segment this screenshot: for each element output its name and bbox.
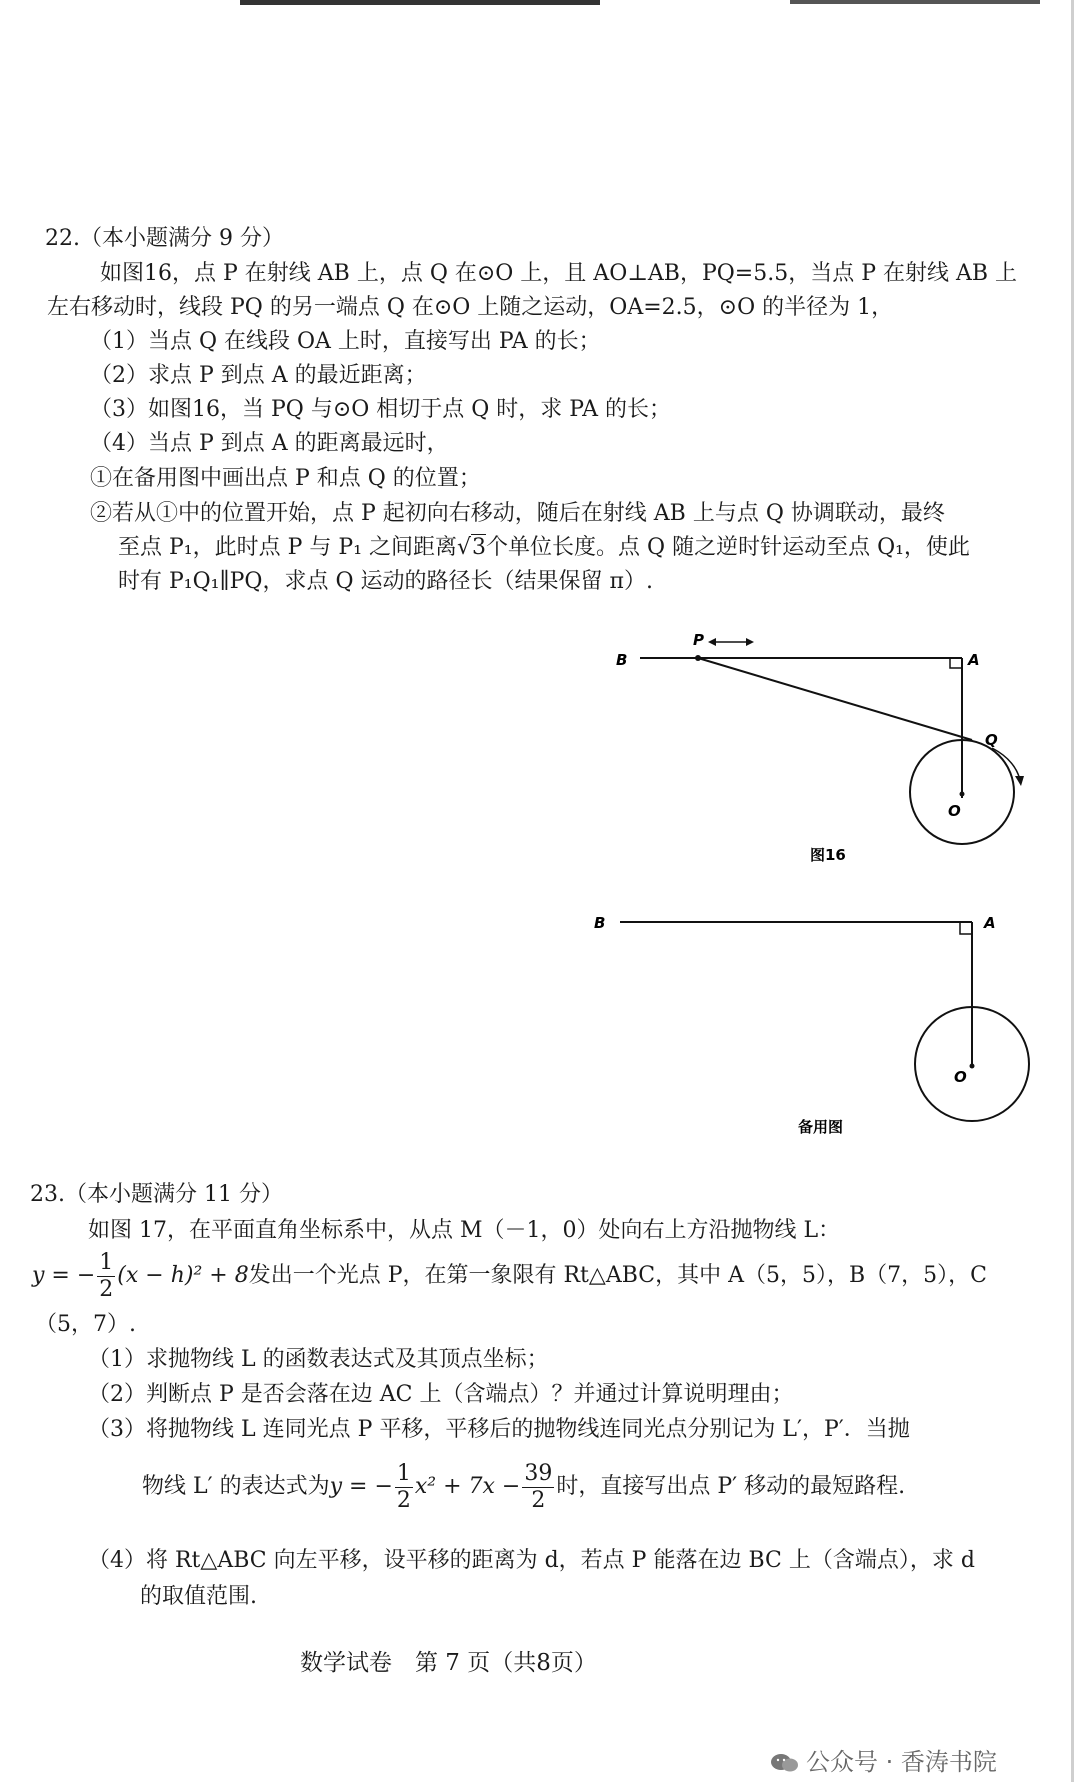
part3-text-b: 时，直接写出点 P′ 移动的最短路程.	[556, 1474, 906, 1499]
q22-part3: （3）如图16，当 PQ 与⊙O 相切于点 Q 时，求 PA 的长；	[90, 397, 671, 422]
figure-backup-caption: 备用图	[798, 1118, 844, 1136]
part3-numerator-2: 39	[524, 1460, 553, 1486]
watermark-text: 公众号 · 香涛书院	[806, 1748, 997, 1776]
figure-16	[600, 620, 1060, 870]
label-o: O	[948, 802, 961, 820]
part3-numerator-1: 1	[396, 1460, 411, 1486]
scan-mark	[240, 0, 600, 5]
figure-backup	[580, 900, 1060, 1150]
q22-sub2-text-b: 个单位长度。点 Q 随之逆时针运动至点 Q₁，使此	[486, 535, 970, 560]
page-footer: 数学试卷 第 7 页（共8页）	[300, 1650, 597, 1676]
part3-fraction-2	[522, 1461, 554, 1514]
watermark	[770, 1742, 997, 1777]
q22-intro-line1: 如图16，点 P 在射线 AB 上，点 Q 在⊙O 上，且 AO⊥AB，PQ=5.5，当点 P 在射线 AB 上	[100, 261, 1018, 286]
q22-part1: （1）当点 Q 在线段 OA 上时，直接写出 PA 的长；	[90, 329, 601, 354]
scan-edge-marks	[0, 0, 1080, 8]
q23-part1: （1）求抛物线 L 的函数表达式及其顶点坐标；	[88, 1347, 549, 1372]
right-angle-mark	[960, 922, 972, 934]
q22-sub1: ①在备用图中画出点 P 和点 Q 的位置；	[90, 466, 481, 491]
point-o-dot	[970, 1064, 975, 1069]
q22-part4: （4）当点 P 到点 A 的距离最远时，	[90, 431, 449, 456]
segment-pq	[698, 658, 972, 740]
label-b: B	[616, 651, 628, 669]
q22-sub2-line3: 时有 P₁Q₁∥PQ，求点 Q 运动的路径长（结果保留 π）.	[118, 569, 653, 594]
part3-denominator-1: 2	[396, 1487, 411, 1513]
q22-header: 22.（本小题满分 9 分）	[45, 226, 284, 251]
label-a: A	[968, 651, 980, 669]
part3-text-a: 物线 L′ 的表达式为	[142, 1474, 330, 1499]
point-p-dot	[695, 655, 701, 661]
q22-intro-line2: 左右移动时，线段 PQ 的另一端点 Q 在⊙O 上随之运动，OA=2.5，⊙O 的半径为 1，	[47, 295, 894, 320]
label-a: A	[984, 914, 996, 932]
q23-intro-line3: （5，7）.	[35, 1312, 136, 1337]
p-arrow-left-head	[708, 638, 716, 646]
eq-numerator: 1	[99, 1249, 114, 1275]
point-o-dot	[960, 792, 965, 797]
q22-sub2-text-a: 至点 P₁，此时点 P 与 P₁ 之间距离	[118, 535, 458, 560]
part3-eq-a: y = −	[329, 1474, 393, 1499]
q23-part3-line2	[142, 1452, 905, 1522]
eq-suffix: (x − h)² + 8	[117, 1263, 249, 1288]
q23-part4-line2: 的取值范围.	[140, 1584, 257, 1609]
p-arrow-right-head	[746, 638, 754, 646]
scan-mark	[790, 0, 1040, 4]
q23-intro-text: 发出一个光点 P，在第一象限有 Rt△ABC，其中 A（5，5），B（7，5），C	[248, 1263, 987, 1288]
part3-fraction-1	[395, 1461, 413, 1514]
label-o: O	[954, 1068, 967, 1086]
sqrt-sign: √	[457, 535, 472, 560]
eq-prefix: y = −	[32, 1263, 96, 1288]
q23-part2: （2）判断点 P 是否会落在边 AC 上（含端点）？并通过计算说明理由；	[88, 1382, 794, 1407]
q-rotation-arrowhead	[1015, 776, 1024, 786]
sqrt-radicand: 3	[472, 535, 487, 560]
figure-16-caption: 图16	[810, 846, 846, 864]
eq-denominator: 2	[99, 1276, 114, 1302]
q23-part3-line1: （3）将抛物线 L 连同光点 P 平移，平移后的抛物线连同光点分别记为 L′，P′．当抛	[88, 1417, 910, 1442]
part3-denominator-2: 2	[531, 1487, 546, 1513]
label-p: P	[693, 631, 704, 649]
q23-header: 23.（本小题满分 11 分）	[30, 1182, 283, 1207]
q22-sub2-line1: ②若从①中的位置开始，点 P 起初向右移动，随后在射线 AB 上与点 Q 协调联动，最终	[90, 501, 945, 526]
scan-page-edge	[1071, 0, 1074, 1782]
wechat-icon	[770, 1752, 800, 1774]
q23-intro-line1: 如图 17，在平面直角坐标系中，从点 M（－1，0）处向右上方沿抛物线 L：	[88, 1218, 841, 1243]
label-q: Q	[985, 731, 998, 749]
q22-part2: （2）求点 P 到点 A 的最近距离；	[90, 363, 427, 388]
right-angle-mark	[950, 658, 962, 668]
q22-sub2-line2	[118, 533, 970, 563]
q23-part4-line1: （4）将 Rt△ABC 向左平移，设平移的距离为 d，若点 P 能落在边 BC 上（含端点），求 d	[88, 1548, 975, 1573]
part3-eq-b: x² + 7x −	[414, 1474, 521, 1499]
eq-fraction	[97, 1250, 115, 1303]
label-b: B	[594, 914, 606, 932]
q23-intro-line2	[32, 1247, 987, 1305]
